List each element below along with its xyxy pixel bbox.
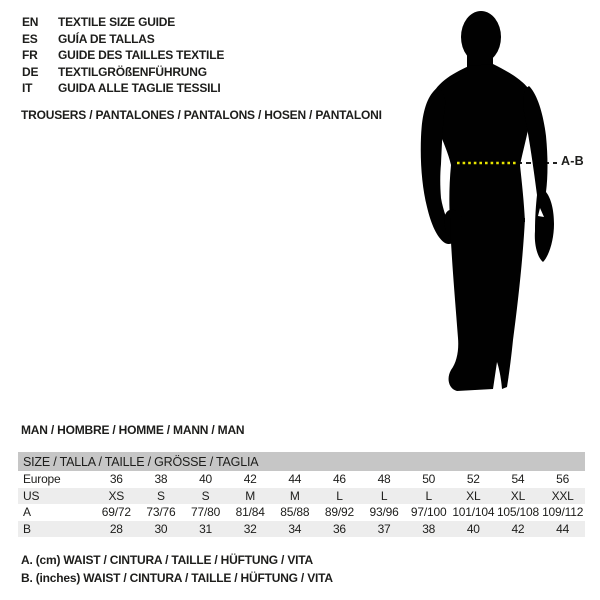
measure-label: A-B bbox=[561, 154, 584, 168]
size-cell: 81/84 bbox=[235, 505, 265, 519]
size-cell: S bbox=[157, 488, 165, 503]
lang-label: GUÍA DE TALLAS bbox=[58, 31, 155, 46]
size-cell: 38 bbox=[154, 472, 168, 486]
size-cell: 34 bbox=[288, 521, 302, 536]
legs-shape bbox=[449, 218, 525, 391]
lang-code: EN bbox=[22, 15, 39, 29]
size-cell: L bbox=[425, 488, 432, 503]
note-b-inches: B. (inches) WAIST / CINTURA / TAILLE / HÜFTUNG / VITA bbox=[21, 570, 333, 585]
size-cell: M bbox=[245, 488, 256, 503]
size-cell: 31 bbox=[199, 521, 213, 536]
size-cell: 36 bbox=[332, 521, 346, 536]
man-silhouette-svg bbox=[405, 2, 600, 410]
size-cell: 37 bbox=[377, 521, 391, 536]
table-row-a-cm bbox=[18, 504, 585, 521]
lang-row-it bbox=[22, 80, 224, 97]
size-cell: L bbox=[380, 488, 388, 503]
size-cell: 52 bbox=[466, 472, 480, 486]
table-row-europe bbox=[18, 471, 585, 488]
right-arm-shape bbox=[523, 86, 554, 262]
size-cell: 42 bbox=[243, 472, 257, 486]
size-cell: XXL bbox=[551, 488, 574, 503]
size-cell: 101/104 bbox=[452, 505, 495, 519]
size-cell: 54 bbox=[511, 472, 525, 486]
size-cell: 105/108 bbox=[496, 505, 539, 519]
lang-code: DE bbox=[22, 64, 39, 79]
lang-row-en bbox=[22, 14, 224, 31]
table-row-b-inches bbox=[18, 521, 585, 538]
measurement-notes bbox=[21, 552, 333, 587]
note-a-cm: A. (cm) WAIST / CINTURA / TAILLE / HÜFTUNG / VITA bbox=[21, 553, 313, 567]
size-cell: 50 bbox=[422, 472, 436, 486]
size-cell: 48 bbox=[377, 472, 391, 486]
size-cell: 89/92 bbox=[324, 505, 354, 519]
size-cell: 42 bbox=[511, 521, 525, 536]
size-cell: 97/100 bbox=[410, 505, 447, 519]
size-cell: 69/72 bbox=[101, 505, 131, 519]
lang-row-es bbox=[22, 31, 224, 48]
size-cell: M bbox=[289, 488, 300, 503]
language-title-block bbox=[22, 14, 224, 97]
size-cell: 44 bbox=[288, 472, 302, 486]
lang-label: TEXTILE SIZE GUIDE bbox=[58, 15, 176, 29]
size-cell: XL bbox=[466, 488, 481, 503]
table-row-us bbox=[18, 488, 585, 505]
row-label-us: US bbox=[23, 488, 40, 503]
size-cell: 32 bbox=[243, 521, 257, 536]
lang-row-de bbox=[22, 64, 224, 81]
row-label-b: B bbox=[23, 521, 31, 536]
size-cell: XL bbox=[510, 488, 526, 503]
lang-code: FR bbox=[22, 48, 38, 62]
size-cell: 109/112 bbox=[542, 505, 584, 519]
size-cell: L bbox=[336, 488, 343, 503]
size-cell: 73/76 bbox=[146, 505, 176, 519]
lang-code: ES bbox=[22, 31, 38, 46]
size-cell: 38 bbox=[422, 521, 436, 536]
size-table bbox=[18, 452, 585, 537]
size-cell: 36 bbox=[109, 472, 123, 486]
lang-code: IT bbox=[22, 81, 33, 95]
garment-title: TROUSERS / PANTALONES / PANTALONS / HOSEN / PANTALONI bbox=[21, 108, 382, 122]
size-cell: 44 bbox=[556, 521, 570, 536]
size-cell: XS bbox=[108, 488, 125, 503]
lang-label: GUIDE DES TAILLES TEXTILE bbox=[58, 48, 225, 62]
size-cell: 28 bbox=[109, 521, 123, 536]
size-cell: 85/88 bbox=[280, 505, 310, 519]
size-cell: S bbox=[201, 488, 210, 503]
torso-shape bbox=[429, 64, 533, 222]
size-cell: 40 bbox=[199, 472, 213, 486]
size-cell: 93/96 bbox=[369, 505, 399, 519]
table-header-row bbox=[18, 452, 585, 471]
size-cell: 40 bbox=[466, 521, 480, 536]
size-table-header: SIZE / TALLA / TAILLE / GRÖSSE / TAGLIA bbox=[18, 452, 585, 471]
lang-label: TEXTILGRÖßENFÜHRUNG bbox=[58, 64, 207, 79]
row-label-a: A bbox=[23, 505, 31, 519]
figure-man bbox=[405, 2, 600, 410]
size-cell: 30 bbox=[154, 521, 168, 536]
size-cell: 56 bbox=[556, 472, 570, 486]
lang-row-fr bbox=[22, 47, 224, 64]
lang-label: GUIDA ALLE TAGLIE TESSILI bbox=[58, 81, 221, 95]
size-cell: 77/80 bbox=[191, 505, 221, 519]
size-cell: 46 bbox=[332, 472, 346, 486]
row-label-europe: Europe bbox=[23, 472, 61, 486]
section-title-man: MAN / HOMBRE / HOMME / MANN / MAN bbox=[21, 423, 245, 437]
